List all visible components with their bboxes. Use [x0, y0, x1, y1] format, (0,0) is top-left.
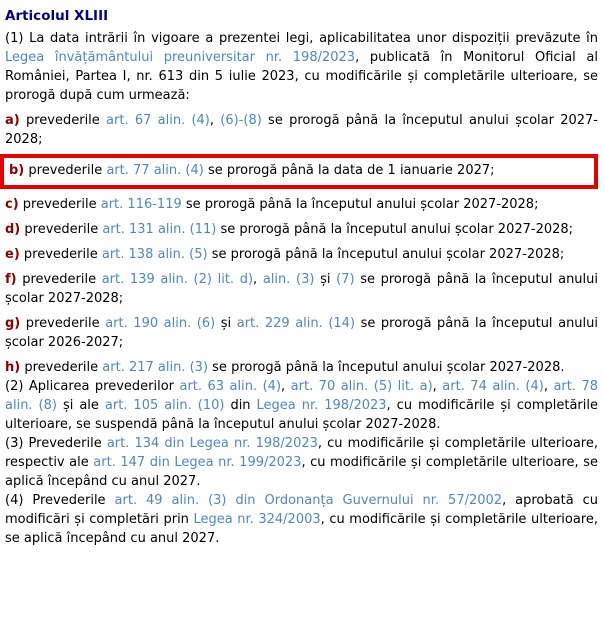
text-run: și: [314, 272, 337, 287]
text-run: ,: [253, 272, 263, 287]
text-run: , aprobată cu modificări și completări prin: [5, 493, 599, 527]
text-run: se prorogă până la data de 1 ianuarie 2027;: [203, 163, 495, 178]
paragraph-4: [5, 491, 598, 548]
text-run: și: [215, 316, 237, 331]
legal-reference-link[interactable]: art. 63 alin. (4): [179, 379, 282, 394]
legal-reference-link[interactable]: art. 78 alin. (8): [5, 379, 599, 413]
paragraph-1: [5, 29, 598, 105]
legal-reference-link[interactable]: art. 131 alin. (11): [102, 222, 217, 237]
legal-reference-link[interactable]: art. 190 alin. (6): [105, 316, 216, 331]
text-run: (2) Aplicarea prevederilor: [5, 379, 180, 394]
paragraph-letter-marker: b): [9, 163, 25, 178]
text-run: prevederile: [16, 272, 102, 287]
text-run: se prorogă până la începutul anului școlar 2027-2028.: [208, 360, 565, 375]
paragraph-g: [5, 314, 598, 352]
paragraph-2: [5, 377, 598, 434]
legal-reference-link[interactable]: art. 229 alin. (14): [236, 316, 356, 331]
paragraph-h: [5, 358, 598, 377]
text-run: prevederile: [18, 197, 101, 212]
text-run: prevederile: [20, 222, 103, 237]
text-run: (1) La data intrării în vigoare a prezentei legi, aplicabilitatea unor dispoziții prevăzute în: [5, 31, 598, 46]
text-run: se prorogă până la începutul anului școlar 2027-2028;: [181, 197, 539, 212]
paragraph-a: [5, 111, 598, 149]
legal-reference-link[interactable]: art. 147 din Legea nr. 199/2023: [93, 455, 302, 470]
legal-reference-link[interactable]: art. 77 alin. (4): [106, 163, 204, 178]
text-run: se prorogă până la începutul anului școlar 2027-2028;: [5, 113, 598, 147]
text-run: prevederile: [19, 247, 102, 262]
text-run: ,: [543, 379, 554, 394]
paragraph-b: [9, 161, 590, 180]
article-paragraphs: [5, 29, 598, 548]
text-run: , publicată în Monitorul Oficial al României, Partea I, nr. 613 din 5 iulie 2023, cu modificările și completările ulterioare, se prorogă după cum urmează:: [5, 50, 598, 103]
text-run: prevederile: [20, 360, 103, 375]
paragraph-letter-marker: a): [5, 113, 20, 128]
text-run: , cu modificările și completările ulterioare, se aplică începând cu anul 2027.: [5, 512, 599, 546]
text-run: se prorogă până la începutul anului școlar 2027-2028;: [207, 247, 565, 262]
text-run: , cu modificările și completările ulterioare, se suspendă până la începutul anului școlar 2027-2028.: [5, 398, 599, 432]
text-run: prevederile: [20, 316, 106, 331]
legal-reference-link[interactable]: art. 70 alin. (5) lit. a): [290, 379, 433, 394]
highlight-annotation-box: [0, 154, 598, 189]
paragraph-letter-marker: c): [5, 197, 19, 212]
legal-reference-link[interactable]: alin. (3): [262, 272, 315, 287]
paragraph-c: [5, 195, 598, 214]
paragraph-letter-marker: e): [5, 247, 20, 262]
legal-reference-link[interactable]: art. 138 alin. (5): [101, 247, 208, 262]
legal-reference-link[interactable]: art. 217 alin. (3): [102, 360, 209, 375]
paragraph-letter-marker: d): [5, 222, 21, 237]
text-run: ,: [209, 113, 221, 128]
legal-reference-link[interactable]: art. 105 alin. (10): [104, 398, 225, 413]
legal-reference-link[interactable]: art. 74 alin. (4): [442, 379, 544, 394]
paragraph-f: [5, 270, 598, 308]
legal-reference-link[interactable]: Legea nr. 324/2003: [193, 512, 321, 527]
paragraph-e: [5, 245, 598, 264]
text-run: ,: [281, 379, 291, 394]
legal-reference-link[interactable]: art. 116-119: [100, 197, 182, 212]
text-run: prevederile: [24, 163, 107, 178]
text-run: (3) Prevederile: [5, 436, 107, 451]
legal-reference-link[interactable]: art. 139 alin. (2) lit. d): [101, 272, 254, 287]
legal-reference-link[interactable]: Legea învățământului preuniversitar nr. 198/2023: [5, 50, 356, 65]
paragraph-letter-marker: g): [5, 316, 21, 331]
text-run: ,: [432, 379, 443, 394]
paragraph-letter-marker: h): [5, 360, 21, 375]
text-run: și ale: [56, 398, 105, 413]
paragraph-d: [5, 220, 598, 239]
legal-reference-link[interactable]: Legea nr. 198/2023: [256, 398, 387, 413]
text-run: (4) Prevederile: [5, 493, 115, 508]
text-run: din: [224, 398, 257, 413]
text-run: prevederile: [19, 113, 107, 128]
text-run: se prorogă până la începutul anului școlar 2027-2028;: [5, 272, 599, 306]
paragraph-letter-marker: f): [5, 272, 17, 287]
text-run: , cu modificările și completările ulterioare, respectiv ale: [5, 436, 598, 470]
legal-reference-link[interactable]: art. 49 alin. (3) din Ordonanța Guvernului nr. 57/2002: [114, 493, 503, 508]
legal-reference-link[interactable]: (6)-(8): [220, 113, 262, 128]
legal-reference-link[interactable]: (7): [336, 272, 355, 287]
legal-reference-link[interactable]: art. 134 din Legea nr. 198/2023: [106, 436, 318, 451]
article-title: Articolul XLIII: [5, 8, 109, 24]
text-run: se prorogă până la începutul anului școlar 2026-2027;: [5, 316, 599, 350]
text-run: se prorogă până la începutul anului școlar 2027-2028;: [216, 222, 574, 237]
legal-reference-link[interactable]: art. 67 alin. (4): [106, 113, 210, 128]
text-run: , cu modificările și completările ulterioare, se aplică începând cu anul 2027.: [5, 455, 598, 489]
paragraph-3: [5, 434, 598, 491]
